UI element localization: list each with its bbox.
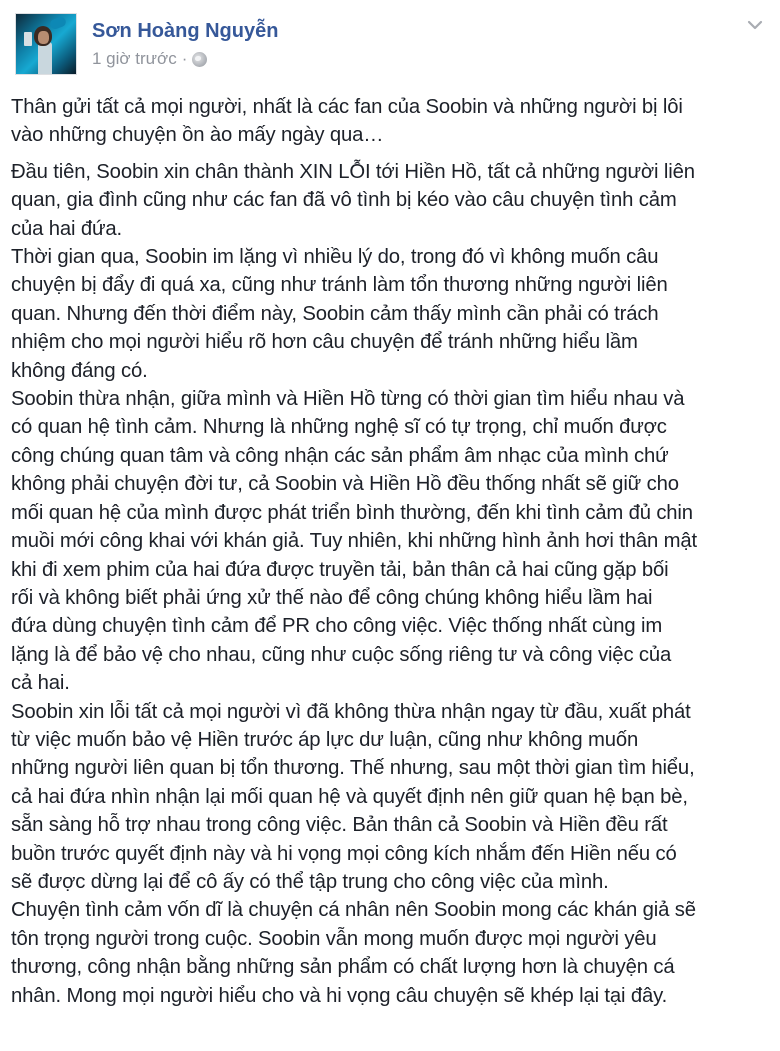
text-line: đứa dùng chuyện tình cảm để PR cho công việc. Việc thống nhất cùng im bbox=[11, 615, 663, 638]
globe-icon[interactable] bbox=[192, 52, 207, 67]
text-line: của hai đứa. bbox=[11, 217, 123, 240]
paragraph-greeting bbox=[11, 93, 776, 150]
text-line: nhiệm cho mọi người hiểu rõ hơn câu chuyện để tránh những hiểu lầm bbox=[11, 331, 638, 354]
avatar-photo-detail bbox=[24, 32, 32, 46]
post-body bbox=[11, 93, 776, 1010]
avatar-photo-detail bbox=[38, 31, 49, 44]
timestamp-link[interactable]: 1 giờ trước bbox=[92, 49, 177, 68]
text-line: Thân gửi tất cả mọi người, nhất là các fan của Soobin và những người bị lôi bbox=[11, 96, 683, 118]
text-line: thương, công nhận bằng những sản phẩm có chất lượng hơn là chuyện cá bbox=[11, 956, 675, 979]
text-line: công chúng quan tâm và công nhận các sản phẩm âm nhạc của mình chứ bbox=[11, 444, 669, 467]
text-line: có quan hệ tình cảm. Nhưng là những nghệ sĩ có tự trọng, chỉ muốn được bbox=[11, 416, 667, 439]
separator-dot: · bbox=[181, 49, 188, 68]
paragraph-decision bbox=[11, 698, 776, 897]
text-line: tôn trọng người trong cuộc. Soobin vẫn mong muốn được mọi người yêu bbox=[11, 927, 657, 950]
text-line: mối quan hệ của mình được phát triển bình thường, đến khi tình cảm đủ chin bbox=[11, 501, 693, 524]
text-line: Đầu tiên, Soobin xin chân thành XIN LỖI tới Hiền Hồ, tất cả những người liên bbox=[11, 160, 695, 183]
text-line: muồi mới công khai với khán giả. Tuy nhiên, khi những hình ảnh hơi thân mật bbox=[11, 530, 697, 553]
text-line: chuyện bị đẩy đi quá xa, cũng như tránh làm tổn thương những người liên bbox=[11, 274, 668, 297]
text-line: cả hai đứa nhìn nhận lại mối quan hệ và quyết định nên giữ quan hệ bạn bè, bbox=[11, 785, 688, 808]
text-line: không đáng có. bbox=[11, 359, 148, 382]
text-line: không phải chuyện đời tư, cả Soobin và Hiền Hồ đều thống nhất sẽ giữ cho bbox=[11, 473, 679, 496]
text-line: lặng là để bảo vệ cho nhau, cũng như cuộc sống riêng tư và công việc của bbox=[11, 643, 672, 666]
avatar-photo-detail bbox=[49, 16, 67, 31]
text-line: rối và không biết phải ứng xử thế nào để công chúng không hiểu lầm hai bbox=[11, 586, 653, 609]
paragraph-admission bbox=[11, 385, 776, 697]
text-line: khi đi xem phim của hai đứa được truyền tải, bản thân cả hai cũng gặp bối bbox=[11, 558, 669, 581]
text-line: quan, gia đình cũng như các fan đã vô tình bị kéo vào câu chuyện tình cảm bbox=[11, 189, 677, 212]
paragraph-apology bbox=[11, 158, 776, 243]
text-line: từ việc muốn bảo vệ Hiền trước áp lực dư luận, cũng như không muốn bbox=[11, 728, 639, 751]
chevron-down-icon[interactable] bbox=[747, 18, 763, 30]
avatar[interactable] bbox=[15, 13, 77, 75]
text-line: Chuyện tình cảm vốn dĩ là chuyện cá nhân nên Soobin mong các khán giả sẽ bbox=[11, 899, 696, 922]
text-line: sẵn sàng hỗ trợ nhau trong công việc. Bản thân cả Soobin và Hiền đều rất bbox=[11, 814, 668, 837]
post-header bbox=[15, 13, 278, 77]
post-subline bbox=[92, 48, 278, 70]
text-line: nhân. Mong mọi người hiểu cho và hi vọng câu chuyện sẽ khép lại tại đây. bbox=[11, 984, 668, 1007]
text-line: vào những chuyện ồn ào mấy ngày qua… bbox=[11, 124, 384, 147]
text-line: Thời gian qua, Soobin im lặng vì nhiều lý do, trong đó vì không muốn câu bbox=[11, 246, 659, 269]
post-meta bbox=[92, 13, 278, 70]
paragraph-silence bbox=[11, 243, 776, 385]
text-line: cả hai. bbox=[11, 672, 70, 695]
text-line: Soobin xin lỗi tất cả mọi người vì đã không thừa nhận ngay từ đầu, xuất phát bbox=[11, 700, 691, 723]
text-line: quan. Nhưng đến thời điểm này, Soobin cảm thấy mình cần phải có trách bbox=[11, 302, 659, 325]
text-line: buồn trước quyết định này và hi vọng mọi công kích nhắm đến Hiền nếu có bbox=[11, 842, 677, 865]
avatar-photo-detail bbox=[38, 42, 52, 75]
author-name-link[interactable]: Sơn Hoàng Nguyễn bbox=[92, 20, 279, 42]
text-line: những người liên quan bị tổn thương. Thế nhưng, sau một thời gian tìm hiểu, bbox=[11, 757, 695, 780]
text-line: sẽ được dừng lại để cô ấy có thể tập trung cho công việc của mình. bbox=[11, 870, 609, 893]
chevron-down-icon-svg bbox=[747, 19, 763, 31]
paragraph-closing bbox=[11, 896, 776, 1010]
text-line: Soobin thừa nhận, giữa mình và Hiền Hồ từng có thời gian tìm hiểu nhau và bbox=[11, 388, 685, 411]
